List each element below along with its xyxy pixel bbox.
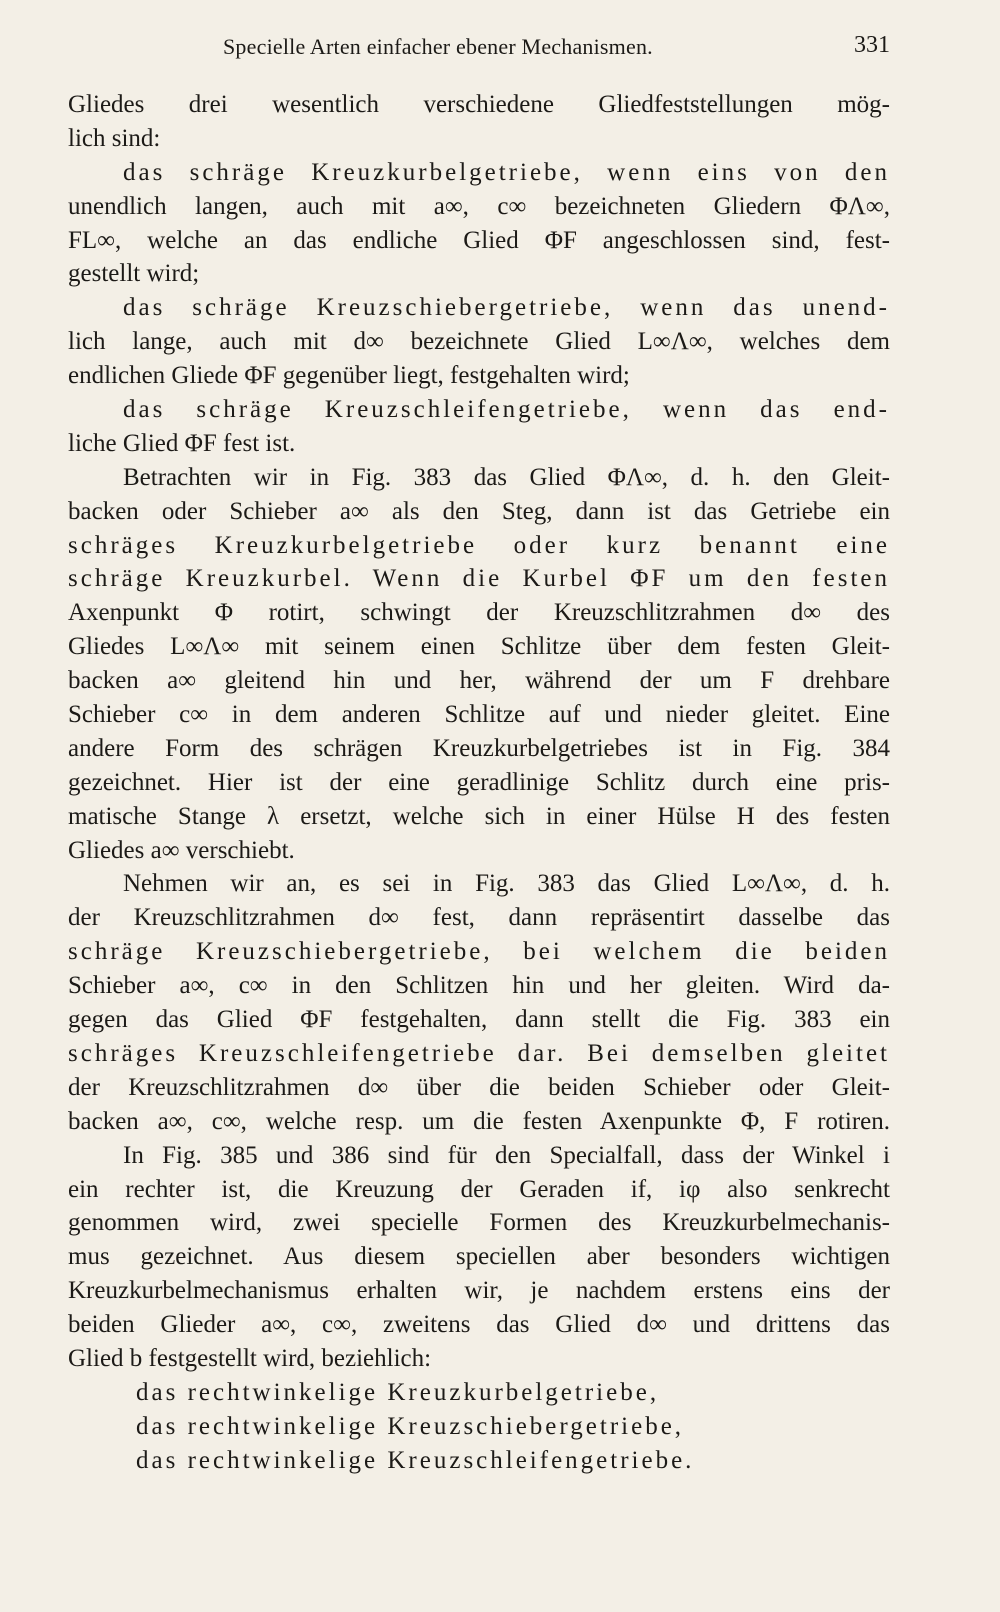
- text-line: Schieber c∞ in dem anderen Schlitze auf und nieder gleitet. Eine: [68, 701, 890, 729]
- text-line: Kreuzkurbelmechanismus erhalten wir, je nachdem erstens eins der: [68, 1277, 890, 1305]
- list-item: das rechtwinkelige Kreuzschleifengetriebe.: [136, 1446, 695, 1474]
- text-line: gegen das Glied ΦF festgehalten, dann stellt die Fig. 383 ein: [68, 1006, 890, 1034]
- text-line: schräge Kreuzkurbel. Wenn die Kurbel ΦF um den festen: [68, 565, 890, 593]
- text-line: Schieber a∞, c∞ in den Schlitzen hin und her gleiten. Wird da-: [68, 972, 890, 1000]
- list-item: das rechtwinkelige Kreuzkurbelgetriebe,: [136, 1378, 660, 1406]
- text-line: lich lange, auch mit d∞ bezeichnete Glied L∞Λ∞, welches dem: [68, 328, 890, 356]
- text-line: backen a∞, c∞, welche resp. um die festen Axenpunkte Φ, F rotiren.: [68, 1107, 890, 1135]
- text-line: andere Form des schrägen Kreuzkurbelgetriebes ist in Fig. 384: [68, 734, 890, 762]
- text-line: der Kreuzschlitzrahmen d∞ fest, dann repräsentirt dasselbe das: [68, 904, 890, 932]
- text-line: Betrachten wir in Fig. 383 das Glied ΦΛ∞, d. h. den Gleit-: [123, 463, 890, 491]
- text-line: Glied b festgestellt wird, beziehlich:: [68, 1344, 432, 1372]
- text-line: liche Glied ΦF fest ist.: [68, 429, 296, 457]
- text-line: genommen wird, zwei specielle Formen des Kreuzkurbelmechanis-: [68, 1209, 890, 1237]
- text-line: Gliedes a∞ verschiebt.: [68, 836, 295, 864]
- text-line: das schräge Kreuzschiebergetriebe, wenn das unend-: [123, 294, 890, 322]
- text-line: das schräge Kreuzschleifengetriebe, wenn das end-: [123, 396, 890, 424]
- running-title: Specielle Arten einfacher ebener Mechanismen.: [223, 34, 653, 59]
- text-line: beiden Glieder a∞, c∞, zweitens das Glied d∞ und drittens das: [68, 1311, 890, 1339]
- text-line: backen a∞ gleitend hin und her, während der um F drehbare: [68, 667, 890, 695]
- running-head: [68, 32, 890, 66]
- text-line: gestellt wird;: [68, 260, 200, 288]
- text-line: der Kreuzschlitzrahmen d∞ über die beiden Schieber oder Gleit-: [68, 1073, 890, 1101]
- list-item: das rechtwinkelige Kreuzschiebergetriebe,: [136, 1412, 685, 1440]
- text-line: ein rechter ist, die Kreuzung der Geraden if, iφ also senkrecht: [68, 1175, 890, 1203]
- text-line: gezeichnet. Hier ist der eine geradlinige Schlitz durch eine pris-: [68, 768, 890, 796]
- text-line: Gliedes L∞Λ∞ mit seinem einen Schlitze über dem festen Gleit-: [68, 633, 890, 661]
- text-line: schräges Kreuzkurbelgetriebe oder kurz benannt eine: [68, 531, 890, 559]
- text-line: schräges Kreuzschleifengetriebe dar. Bei demselben gleitet: [68, 1039, 890, 1067]
- page-number: 331: [854, 32, 890, 58]
- text-line: In Fig. 385 und 386 sind für den Specialfall, dass der Winkel i: [123, 1141, 890, 1169]
- text-line: Nehmen wir an, es sei in Fig. 383 das Glied L∞Λ∞, d. h.: [123, 870, 890, 898]
- text-line: FL∞, welche an das endliche Glied ΦF angeschlossen sind, fest-: [68, 226, 890, 254]
- text-line: schräge Kreuzschiebergetriebe, bei welchem die beiden: [68, 938, 890, 966]
- text-line: das schräge Kreuzkurbelgetriebe, wenn eins von den: [123, 158, 890, 186]
- text-line: unendlich langen, auch mit a∞, c∞ bezeichneten Gliedern ΦΛ∞,: [68, 192, 890, 220]
- text-line: mus gezeichnet. Aus diesem speciellen aber besonders wichtigen: [68, 1243, 890, 1271]
- text-line: Axenpunkt Φ rotirt, schwingt der Kreuzschlitzrahmen d∞ des: [68, 599, 890, 627]
- text-line: endlichen Gliede ΦF gegenüber liegt, festgehalten wird;: [68, 362, 630, 390]
- text-line: lich sind:: [68, 124, 161, 152]
- text-line: matische Stange λ ersetzt, welche sich in einer Hülse H des festen: [68, 802, 890, 830]
- text-line: backen oder Schieber a∞ als den Steg, dann ist das Getriebe ein: [68, 497, 890, 525]
- text-line: Gliedes drei wesentlich verschiedene Gliedfeststellungen mög-: [68, 91, 890, 118]
- body-text: [68, 88, 890, 1478]
